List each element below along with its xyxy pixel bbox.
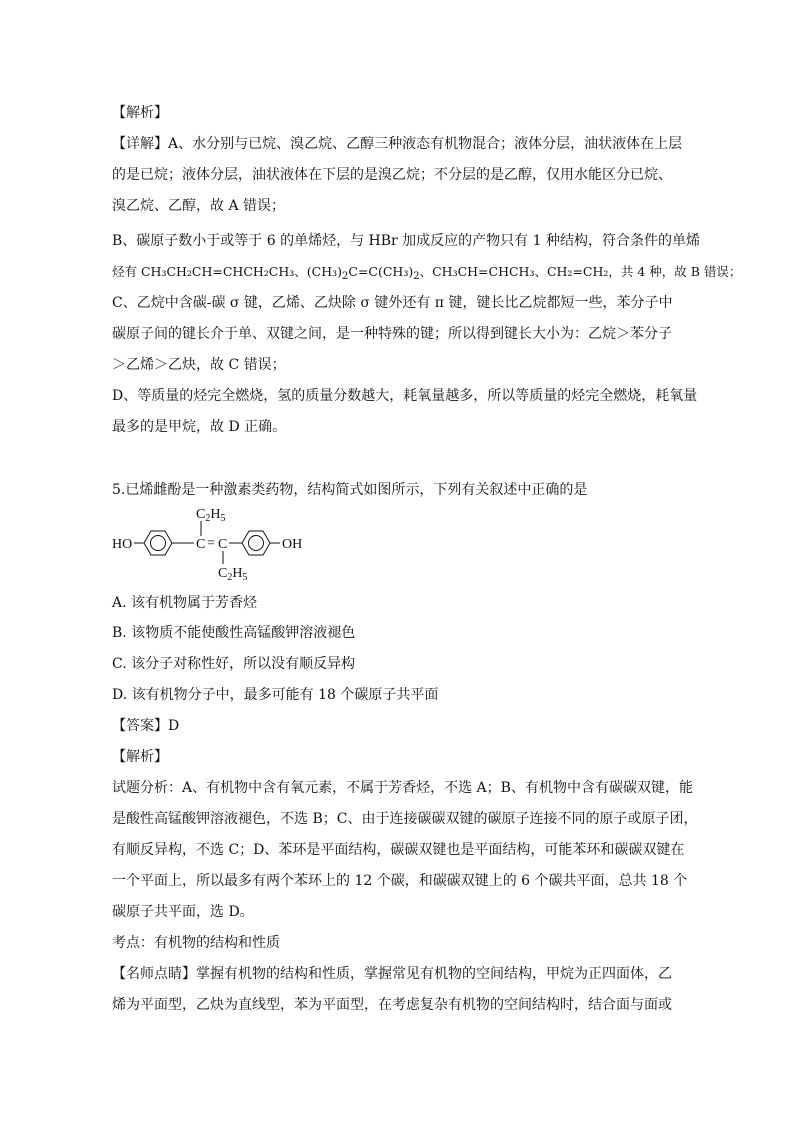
analysis-line-2: 是酸性高锰酸钾溶液褪色，不选 B；C、由于连接碳碳双键的碳原子连接不同的原子或原子团，: [112, 811, 698, 827]
carbon-right: C: [218, 537, 228, 552]
aromatic-circle-left: [151, 536, 166, 551]
detail-line-d2: 最多的是甲烷，故 D 正确。: [112, 419, 287, 435]
alkene-prefix: 烃有 CH₃CH₂CH=CHCH₂CH₃、(CH₃): [112, 264, 343, 279]
oh-label: OH: [282, 537, 303, 552]
answer: 【答案】D: [112, 718, 180, 734]
option-b: B. 该物质不能使酸性高锰酸钾溶液褪色: [112, 625, 356, 641]
detail-line-c2: 碳原子间的键长介于单、双键之间，是一种特殊的键；所以得到键长大小为：乙烷＞苯分子: [112, 326, 672, 342]
analysis-header: 【解析】: [112, 105, 168, 121]
analysis-line-5: 碳原子共平面，选 D。: [112, 904, 254, 920]
detail-line-3: 溴乙烷、乙醇，故 A 错误；: [112, 198, 286, 214]
analysis-line-3: 有顺反异构，不选 C；D、苯环是平面结构，碳碳双键也是平面结构，可能苯环和碳碳双键在: [112, 842, 685, 858]
stilbestrol-structure: [112, 500, 332, 580]
benzene-ring-left: [144, 531, 172, 555]
analysis-line-4: 一个平面上，所以最多有两个苯环上的 12 个碳，和碳碳双键上的 6 个碳共平面，总共 18 个: [112, 873, 688, 889]
teacher-line-1: 【名师点睛】掌握有机物的结构和性质，掌握常见有机物的空间结构，甲烷为正四面体，乙: [112, 966, 672, 982]
benzene-ring-right: [242, 531, 270, 555]
alkene-sub-2: 2: [413, 271, 420, 282]
detail-line-1: 【详解】A、水分别与已烷、溴乙烷、乙醇三种液态有机物混合；液体分层，油状液体在上层: [112, 136, 683, 152]
option-a: A. 该有机物属于芳香烃: [112, 595, 258, 611]
detail-line-d1: D、等质量的烃完全燃烧，氢的质量分数越大，耗氧量越多，所以等质量的烃完全燃烧，耗氧量: [112, 388, 698, 404]
carbon-left: C: [196, 537, 206, 552]
ethyl-bottom: $C_2H_5$: [218, 566, 248, 580]
alkene-sub-1: 2: [342, 271, 349, 282]
alkene-suffix: 、CH₃CH=CHCH₃、CH₂=CH₂，共 4 种，故 B 错误；: [419, 264, 742, 279]
ethyl-top: $C_2H_5$: [196, 507, 226, 524]
ho-label: HO: [112, 537, 133, 552]
teacher-line-2: 烯为平面型，乙炔为直线型，苯为平面型，在考虑复杂有机物的空间结构时，结合面与面或: [112, 997, 672, 1013]
detail-line-c3: ＞乙烯＞乙炔，故 C 错误；: [112, 357, 286, 373]
double-bond: =: [207, 536, 215, 551]
alkene-formula-line: [112, 262, 741, 287]
aromatic-circle-right: [249, 536, 264, 551]
analysis-line-1: 试题分析：A、有机物中含有氧元素，不属于芳香烃，不选 A；B、有机物中含有碳碳双键，能: [112, 780, 693, 796]
kaodian: 考点：有机物的结构和性质: [112, 935, 280, 951]
detail-line-4: B、碳原子数小于或等于 6 的单烯烃，与 HBr 加成反应的产物只有 1 种结构，符合条件的单烯: [112, 233, 700, 249]
option-d: D. 该有机物分子中，最多可能有 18 个碳原子共平面: [112, 687, 439, 703]
detail-line-c1: C、乙烷中含碳-碳 σ 键，乙烯、乙炔除 σ 键外还有 π 键，键长比乙烷都短一些，苯分子中: [112, 295, 673, 311]
option-c: C. 该分子对称性好，所以没有顺反异构: [112, 656, 356, 672]
question-5-stem: 5.已烯雌酚是一种激素类药物，结构简式如图所示，下列有关叙述中正确的是: [112, 482, 588, 498]
analysis-header-2: 【解析】: [112, 749, 168, 765]
alkene-mid: C=C(CH₃): [348, 264, 414, 279]
detail-line-2: 的是已烷；液体分层，油状液体在下层的是溴乙烷；不分层的是乙醇，仅用水能区分已烷、: [112, 167, 672, 183]
